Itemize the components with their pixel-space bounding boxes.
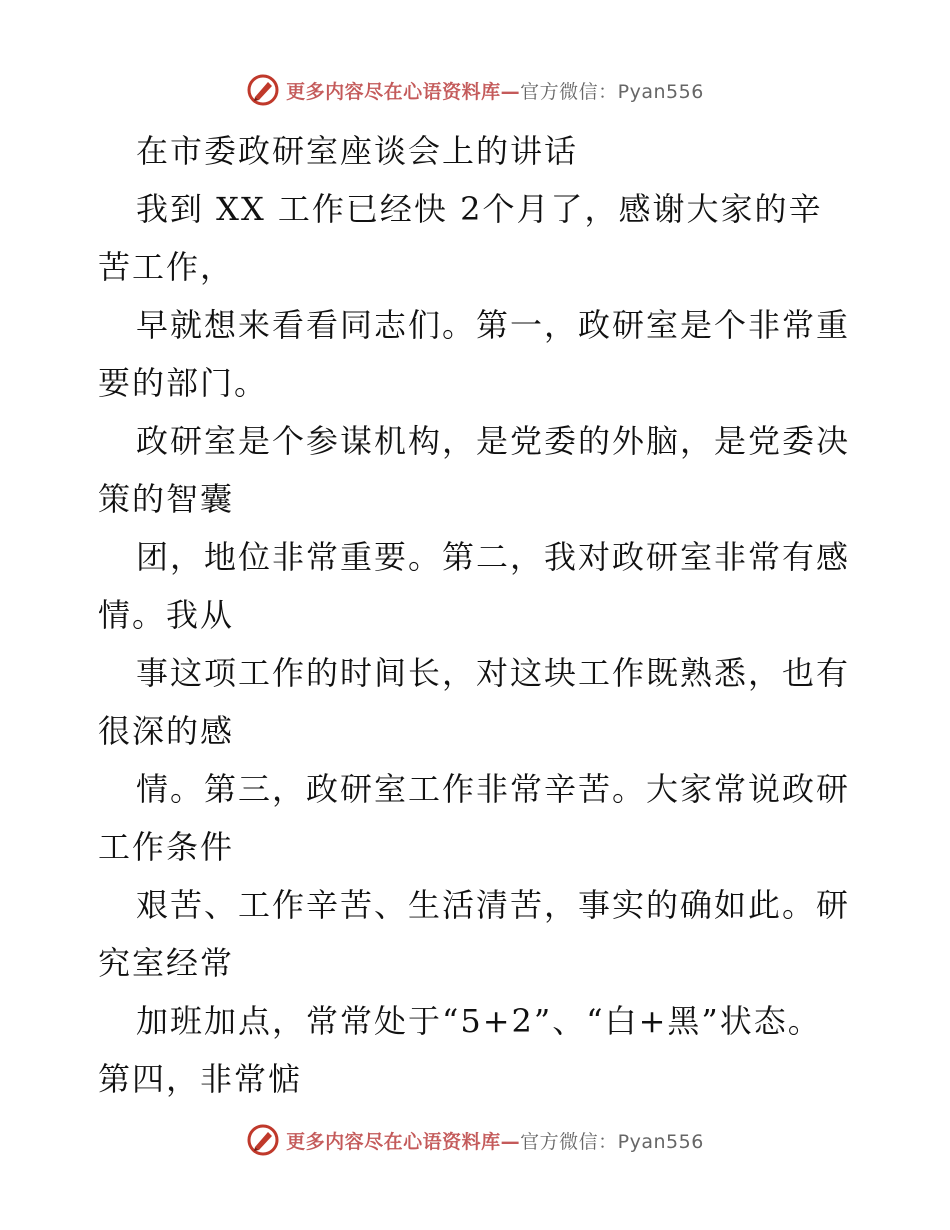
- text-line: 加班加点，常常处于“5+2”、“白+黑”状态。: [136, 1002, 822, 1040]
- text-line: 苦工作，: [98, 248, 235, 286]
- pen-logo-icon: [246, 1123, 280, 1157]
- watermark-lead: 更多内容尽在心语资料库: [286, 80, 501, 103]
- text-line: 艰苦、工作辛苦、生活清苦，事实的确如此。研: [136, 886, 851, 924]
- watermark-lead: 更多内容尽在心语资料库: [286, 1130, 501, 1153]
- watermark-dash: —: [500, 80, 521, 103]
- text-line: 情。我从: [98, 596, 235, 634]
- text-line: 究室经常: [98, 944, 235, 982]
- text-line: 情。第三，政研室工作非常辛苦。大家常说政研: [136, 770, 851, 808]
- text-line: 很深的感: [98, 712, 235, 750]
- text-line: 第四，非常惦: [98, 1060, 303, 1098]
- watermark-wechat: 官方微信：Pyan556: [520, 80, 704, 103]
- text-line: 要的部门。: [98, 364, 269, 402]
- watermark-text: [286, 1127, 704, 1154]
- watermark-dash: —: [500, 1130, 521, 1153]
- header-watermark: [0, 70, 950, 110]
- text-line: 在市委政研室座谈会上的讲话: [136, 132, 579, 170]
- text-line: 工作条件: [98, 828, 235, 866]
- watermark-wechat: 官方微信：Pyan556: [520, 1130, 704, 1153]
- text-line: 早就想来看看同志们。第一，政研室是个非常重: [136, 306, 851, 344]
- text-line: 事这项工作的时间长，对这块工作既熟悉，也有: [136, 654, 851, 692]
- document-body: [98, 122, 858, 1108]
- text-line: 策的智囊: [98, 480, 235, 518]
- watermark-text: [286, 77, 704, 104]
- footer-watermark: [0, 1120, 950, 1160]
- pen-logo-icon: [246, 73, 280, 107]
- text-line: 我到 XX 工作已经快 2个月了，感谢大家的辛: [136, 190, 823, 228]
- text-line: 团，地位非常重要。第二，我对政研室非常有感: [136, 538, 851, 576]
- text-line: 政研室是个参谋机构，是党委的外脑，是党委决: [136, 422, 851, 460]
